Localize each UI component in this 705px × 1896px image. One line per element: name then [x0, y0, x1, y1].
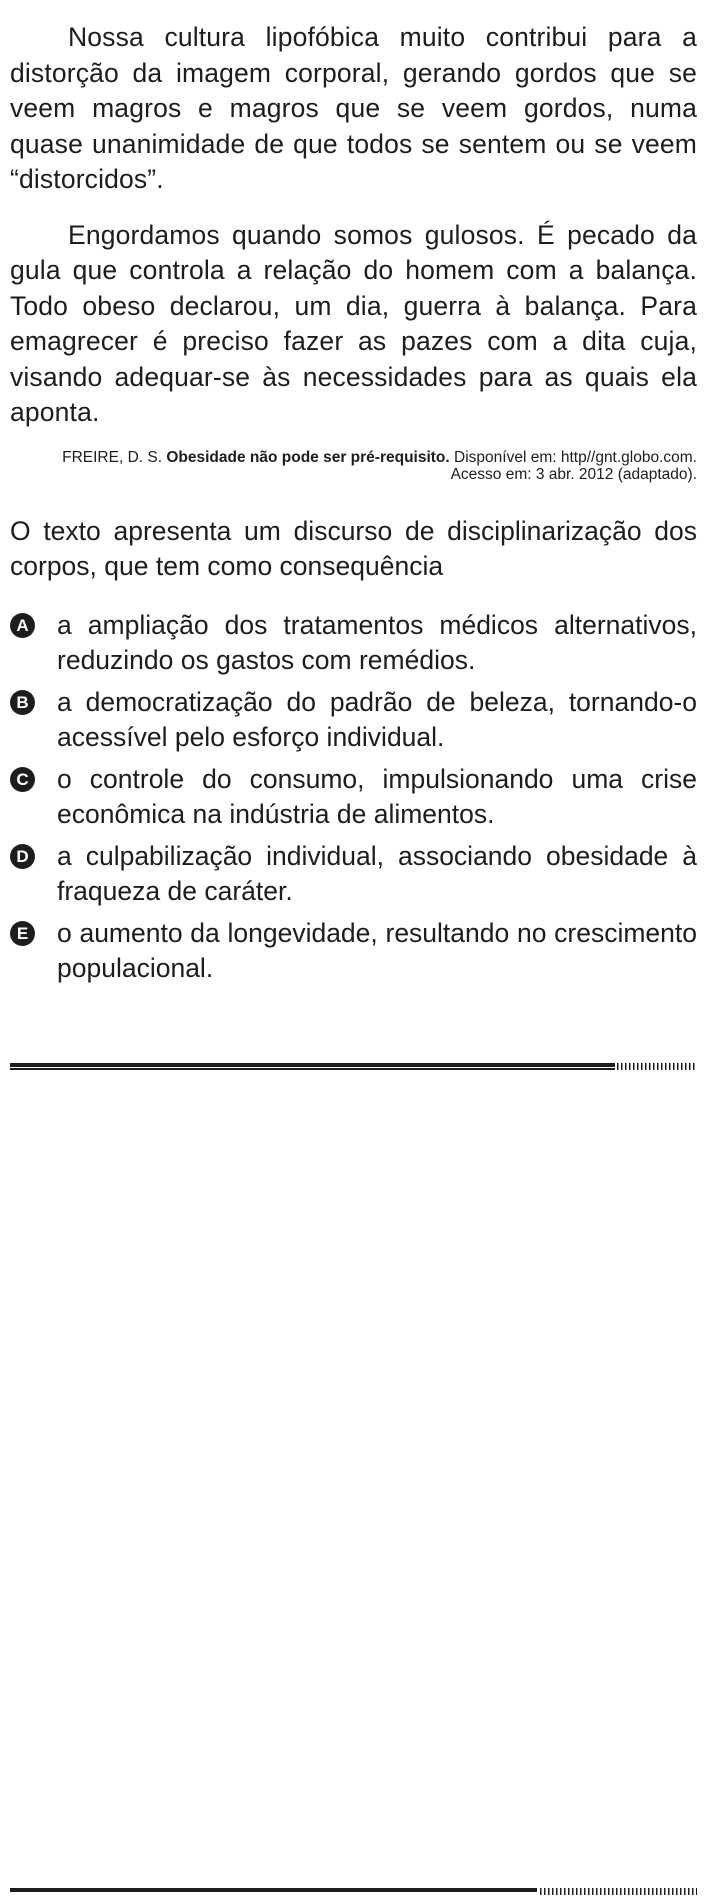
section-divider	[10, 1063, 697, 1070]
option-e-letter-badge: E	[10, 921, 35, 946]
section-divider-thin-line	[10, 1068, 615, 1070]
option-a-text: a ampliação dos tratamentos médicos alternativos, reduzindo os gastos com remédios.	[57, 609, 697, 675]
passage-paragraph-2: Engordamos quando somos gulosos. É pecado da gula que controla a relação do homem com a balança. Todo obeso declarou, um dia, guerra à balança. Para emagrecer é preciso fazer as pazes com a dita cuja, visando adequar-se às necessidades para as quais ela aponta.	[10, 219, 697, 427]
option-c[interactable]	[10, 762, 697, 833]
option-b[interactable]	[10, 685, 697, 756]
option-b-text: a democratização do padrão de beleza, tornando-o acessível pelo esforço individual.	[57, 686, 697, 752]
option-a-letter-badge: A	[10, 613, 35, 638]
option-d-text: a culpabilização individual, associando obesidade à fraqueza de caráter.	[57, 840, 697, 906]
option-c-letter-badge: C	[10, 767, 35, 792]
option-b-letter-badge: B	[10, 690, 35, 715]
page-bottom-rule	[10, 1888, 697, 1895]
answer-options	[10, 608, 697, 987]
option-a[interactable]	[10, 608, 697, 679]
option-c-text: o controle do consumo, impulsionando uma crise econômica na indústria de alimentos.	[57, 763, 697, 829]
option-d[interactable]	[10, 839, 697, 910]
page-bottom-rule-tick-marks	[540, 1888, 697, 1895]
question-stem: O texto apresenta um discurso de disciplinarização dos corpos, que tem como consequência	[10, 515, 697, 581]
citation-author: FREIRE, D. S.	[62, 448, 163, 466]
section-divider-thick-line	[10, 1063, 615, 1067]
option-e[interactable]	[10, 916, 697, 987]
option-d-letter-badge: D	[10, 844, 35, 869]
citation-source-line-2: Acesso em: 3 abr. 2012 (adaptado).	[450, 466, 697, 483]
passage-paragraph-1: Nossa cultura lipofóbica muito contribui para a distorção da imagem corporal, gerando gordos que se veem magros e magros que se veem gordos, numa quase unanimidade de que todos se sentem ou se veem “distorcidos”.	[10, 22, 697, 194]
section-divider-tick-marks	[617, 1063, 697, 1070]
citation-source-line-1: Disponível em: http//gnt.globo.com.	[454, 448, 697, 466]
citation	[10, 449, 697, 484]
question-page	[10, 20, 697, 987]
page-bottom-rule-line	[10, 1888, 537, 1892]
option-e-text: o aumento da longevidade, resultando no crescimento populacional.	[57, 917, 697, 983]
citation-title: Obesidade não pode ser pré-requisito.	[166, 448, 450, 466]
